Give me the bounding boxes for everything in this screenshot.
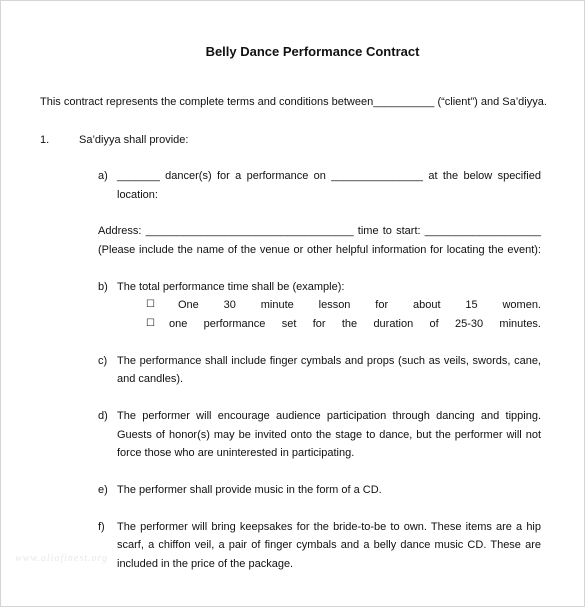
item-d-line-1: The performer will encourage audience participation through dancing and tipping. xyxy=(117,410,541,422)
item-c-line-1: The performance shall include finger cymbals and props (such as veils, swords, cane, xyxy=(117,355,541,367)
item-c-letter: c) xyxy=(98,355,108,367)
item-f-line-3: included in the price of the package. xyxy=(117,558,294,570)
address-note: (Please include the name of the venue or other helpful information for locating the event): xyxy=(98,244,541,256)
item-e-letter: e) xyxy=(98,484,108,496)
item-a-letter: a) xyxy=(98,170,108,182)
address-line: Address: __________________________________ time to start: ___________________ xyxy=(98,225,541,237)
checkbox-icon: ☐ xyxy=(146,318,155,329)
item-f-letter: f) xyxy=(98,521,105,533)
bullet-text: One 30 minute lesson for about 15 women. xyxy=(178,299,541,311)
checkbox-icon: ☐ xyxy=(146,299,155,310)
item-a-line-2: location: xyxy=(117,189,158,201)
bullet-text: one performance set for the duration of 25-30 minutes. xyxy=(169,318,541,330)
item-e-text: The performer shall provide music in the form of a CD. xyxy=(117,484,382,496)
item-d-line-2: Guests of honor(s) may be invited onto the stage to dance, but the performer will not xyxy=(117,429,541,441)
item-a-line-1: _______ dancer(s) for a performance on _______________ at the below specified xyxy=(117,170,541,182)
list-item xyxy=(146,298,541,312)
item-b-letter: b) xyxy=(98,281,108,293)
document-title: Belly Dance Performance Contract xyxy=(205,44,420,59)
item-b-text: The total performance time shall be (example): xyxy=(117,281,345,293)
item-c-line-2: and candles). xyxy=(117,373,184,385)
section-1-heading: Sa’diyya shall provide: xyxy=(79,134,189,146)
item-f-line-2: scarf, a chiffon veil, a pair of finger cymbals and a belly dance music CD. These are xyxy=(117,539,541,551)
intro-paragraph: This contract represents the complete terms and conditions between__________ (“client”) and Sa’diyya. xyxy=(40,96,547,108)
list-item xyxy=(146,317,541,331)
watermark: www.aliafinest.org xyxy=(15,553,109,564)
item-d-letter: d) xyxy=(98,410,108,422)
item-d-line-3: force those who are uninterested in participating. xyxy=(117,447,355,459)
item-f-line-1: The performer will bring keepsakes for the bride-to-be to own. These items are a hip xyxy=(117,521,541,533)
section-1-number: 1. xyxy=(40,134,50,146)
